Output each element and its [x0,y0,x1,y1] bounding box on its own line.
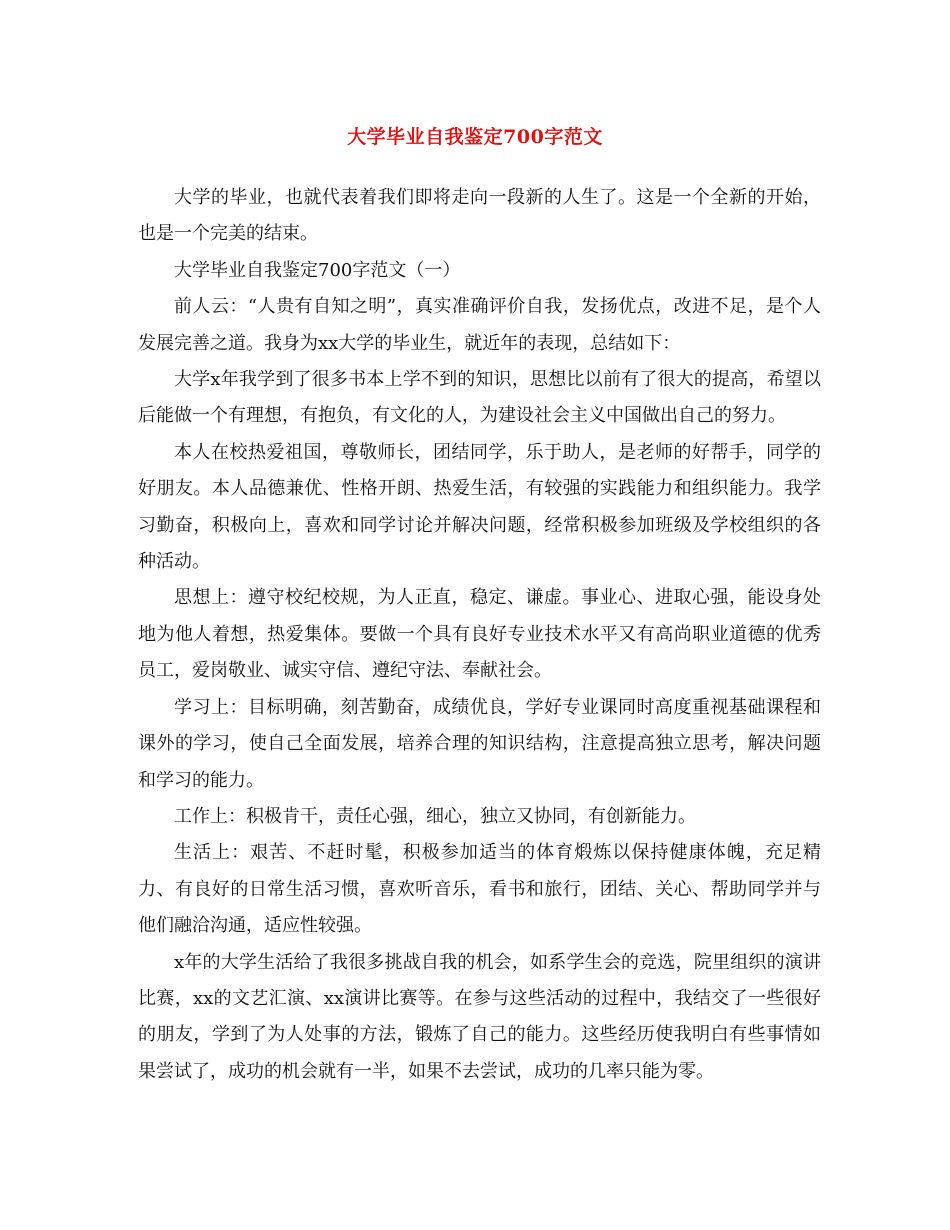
paragraph: 前人云：“人贵有自知之明”，真实准确评价自我，发扬优点，改进不足，是个人发展完善之道。我身为xx大学的毕业生，就近年的表现，总结如下： [138,296,821,354]
paragraph: 生活上：艰苦、不赶时髦，积极参加适当的体育煅炼以保持健康体魄，充足精力、有良好的日常生活习惯，喜欢听音乐，看书和旅行，团结、关心、帮助同学并与他们融洽沟通，适应性较强。 [138,842,821,937]
paragraph: 学习上：目标明确，刻苦勤奋，成绩优良，学好专业课同时高度重视基础课程和课外的学习，使自己全面发展，培养合理的知识结构，注意提高独立思考，解决问题和学习的能力。 [138,696,821,791]
paragraph: 本人在校热爱祖国，尊敬师长，团结同学，乐于助人，是老师的好帮手，同学的好朋友。本人品德兼优、性格开朗、热爱生活，有较强的实践能力和组织能力。我学习勤奋，积极向上，喜欢和同学讨论并解决问题，经常积极参加班级及学校组织的各种活动。 [138,441,821,573]
paragraph: 思想上：遵守校纪校规，为人正直，稳定、谦虚。事业心、进取心强，能设身处地为他人着想，热爱集体。要做一个具有良好专业技术水平又有高尚职业道德的优秀员工，爱岗敬业、诚实守信、遵纪守法、奉献社会。 [138,587,821,682]
paragraph: 大学的毕业，也就代表着我们即将走向一段新的人生了。这是一个全新的开始，也是一个完美的结束。 [138,187,821,245]
paragraph: x年的大学生活给了我很多挑战自我的机会，如系学生会的竞选，院里组织的演讲比赛，xx的文艺汇演、xx演讲比赛等。在参与这些活动的过程中，我结交了一些很好的朋友，学到了为人处事的方法，锻炼了自己的能力。这些经历使我明白有些事情如果尝试了，成功的机会就有一半，如果不去尝试，成功的几率只能为零。 [138,951,821,1082]
document-body [138,180,821,1090]
document-title: 大学毕业自我鉴定700字范文 [347,126,603,148]
section-heading: 大学毕业自我鉴定700字范文（一） [174,259,461,281]
paragraph: 工作上：积极肯干，责任心强，细心，独立又协同，有创新能力。 [174,805,696,827]
paragraph: 大学x年我学到了很多书本上学不到的知识，思想比以前有了很大的提高，希望以后能做一个有理想，有抱负，有文化的人，为建设社会主义中国做出自己的努力。 [138,369,821,427]
